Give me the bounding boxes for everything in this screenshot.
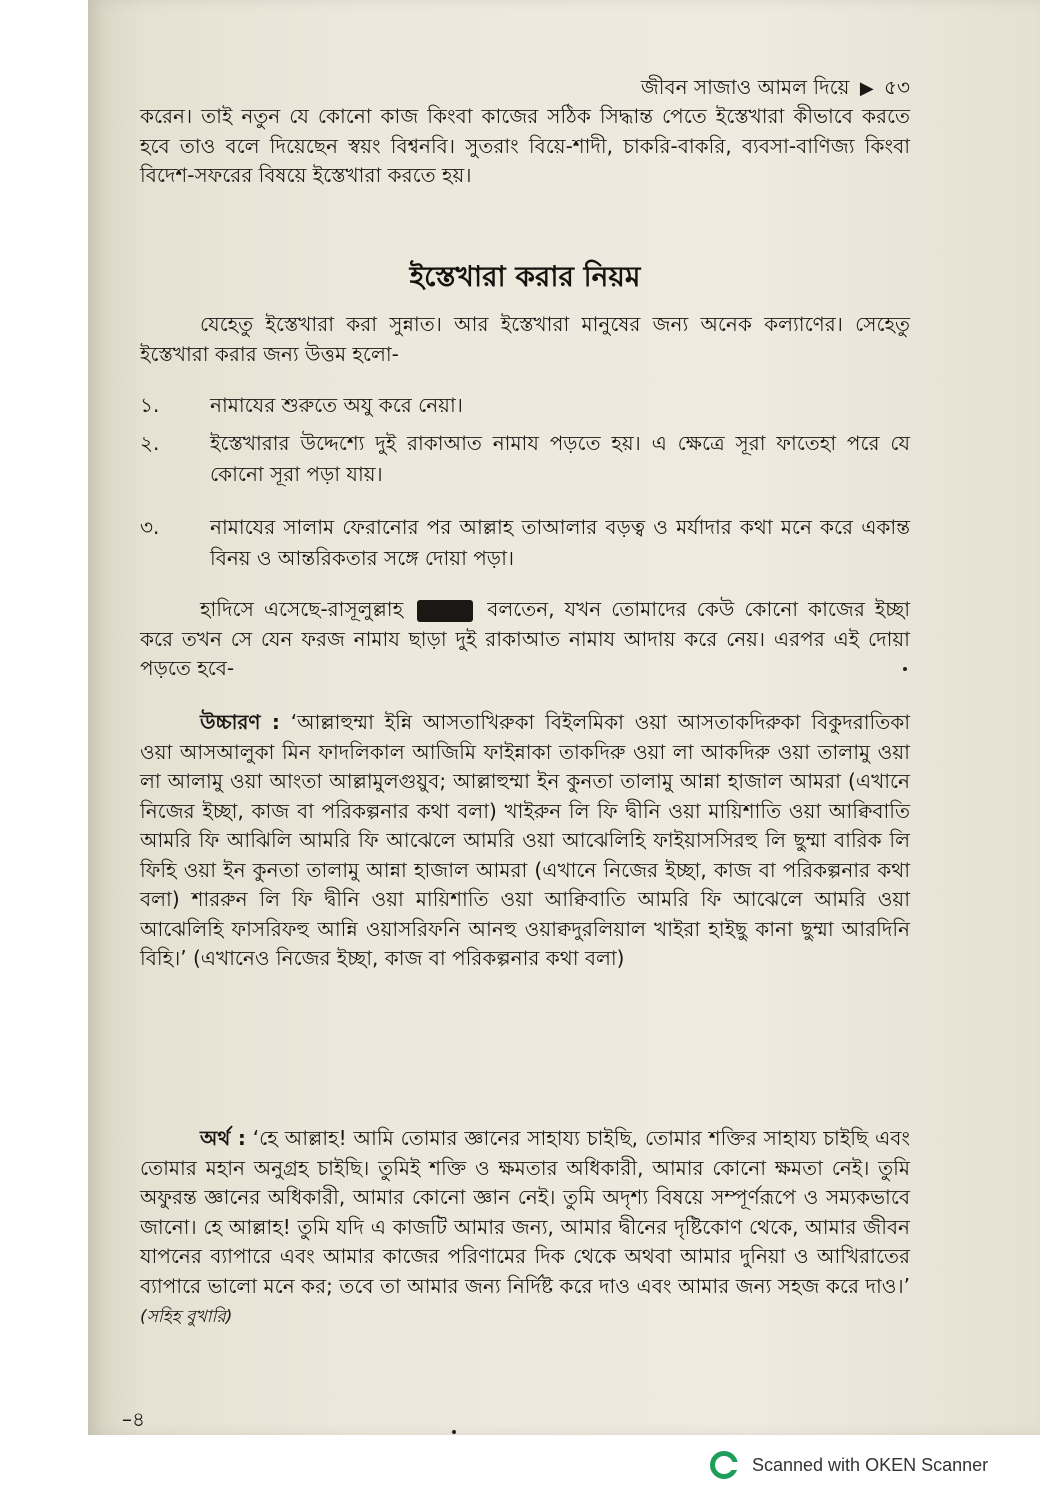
running-title: জীবন সাজাও আমল দিয়ে	[640, 75, 850, 99]
pronunciation-text: ‘আল্লাহুম্মা ইন্নি আসতাখিরুকা বিইলমিকা ওয়া আসতাকদিরুকা বিকুদরাতিকা ওয়া আসআলুকা মিন ফাদলিকাল আজিমি ফাইন্নাকা তাকদিরু ওয়া লা আকদিরু ওয়া তালামু ওয়া লা আলামু ওয়া আংতা আল্লামুলগুয়ুব; আল্লাহুম্মা ইন কুনতা তালামু আন্না হাজাল আমরা (এখানে নিজের ইচ্ছা, কাজ বা পরিকল্পনার কথা বলা) খাইরুন লি ফি দ্বীনি ওয়া মায়িশাতি ওয়া আক্বিবাতি আমরি ফি আঝিলি আমরি ফি আঝেলে আমরি ওয়া আঝেলিহি ফাইয়াসসিরহু লি ছুম্মা বারিক লি ফিহি ওয়া ইন কুনতা তালামু আন্না হাজাল আমরা (এখানে নিজের ইচ্ছা, কাজ বা পরিকল্পনার কথা বলা) শাররুন লি ফি দ্বীনি ওয়া মায়িশাতি ওয়া আক্বিবাতি আমরি ফি আঝেলে আমরি ওয়া আঝেলিহি ফাসরিফহু আন্নি ওয়াসরিফনি আনহু ওয়াক্বদুরলিয়াল খাইরা হাইছু কানা ছুম্মা আরদিনি বিহি।’ (এখানেও নিজের ইচ্ছা, কাজ বা পরিকল্পনার কথা বলা)	[140, 710, 911, 970]
scanner-watermark	[710, 1448, 988, 1482]
meaning-label: অর্থ :	[200, 1126, 246, 1150]
scanner-label: Scanned with OKEN Scanner	[752, 1454, 989, 1475]
step-item	[140, 390, 910, 421]
scan-speck	[452, 1430, 456, 1434]
lead-paragraph: যেহেতু ইস্তেখারা করা সুন্নাত। আর ইস্তেখারা মানুষের জন্য অনেক কল্যাণের। সেহেতু ইস্তেখারা করার জন্য উত্তম হলো-	[140, 312, 910, 366]
step-number: ৩.	[140, 515, 160, 539]
page-number: ৫৩	[884, 75, 910, 99]
hadith-text-before: হাদিসে এসেছে-রাসূলুল্লাহ	[200, 597, 404, 621]
salutation-calligraphy-icon	[417, 600, 473, 622]
step-text: নামাযের শুরুতে অযু করে নেয়া।	[210, 393, 463, 417]
pronunciation-paragraph	[140, 708, 910, 974]
step-number: ২.	[140, 431, 160, 455]
step-text: ইস্তেখারার উদ্দেশ্যে দুই রাকাআত নামায পড়তে হয়। এ ক্ষেত্রে সূরা ফাতেহা পরে যে কোনো সূরা পড়া যায়।	[210, 431, 910, 486]
hadith-text-after: বলতেন, যখন তোমাদের কেউ কোনো কাজের ইচ্ছা করে তখন সে যেন ফরজ নামায ছাড়া দুই রাকাআত নামায আদায় করে নেয়। এরপর এই দোয়া পড়তে হবে-	[140, 597, 910, 680]
step-item	[140, 428, 910, 490]
running-header	[560, 72, 910, 104]
oken-logo-icon	[710, 1451, 738, 1479]
arrow-icon: ▶	[859, 78, 874, 99]
intro-paragraph: করেন। তাই নতুন যে কোনো কাজ কিংবা কাজের সঠিক সিদ্ধান্ত পেতে ইস্তেখারা কীভাবে করতে হবে তাও বলে দিয়েছেন স্বয়ং বিশ্বনবি। সুতরাং বিয়ে-শাদী, চাকরি-বাকরি, ব্যবসা-বাণিজ্য কিংবা বিদেশ-সফরের বিষয়ে ইস্তেখারা করতে হয়।	[140, 104, 910, 187]
meaning-text: ‘হে আল্লাহ! আমি তোমার জ্ঞানের সাহায্য চাইছি, তোমার শক্তির সাহায্য চাইছি এবং তোমার মহান অনুগ্রহ চাইছি। তুমিই শক্তি ও ক্ষমতার অধিকারী, আমার কোনো ক্ষমতা নেই। তুমি অফুরন্ত জ্ঞানের অধিকারী, আমার কোনো জ্ঞান নেই। তুমি অদৃশ্য বিষয়ে সম্পূর্ণরূপে ও সম্যকভাবে জানো। হে আল্লাহ! তুমি যদি এ কাজটি আমার জন্য, আমার দ্বীনের দৃষ্টিকোণ থেকে, আমার জীবন যাপনের ব্যাপারে এবং আমার কাজের পরিণামের দিক থেকে অথবা আমার দুনিয়া ও আখিরাতের ব্যাপারে ভালো মনে কর; তবে তা আমার জন্য নির্দিষ্ট করে দাও এবং আমার জন্য সহজ করে দাও।’	[140, 1126, 911, 1298]
signature-mark: –৪	[122, 1407, 145, 1431]
meaning-paragraph	[140, 1124, 910, 1333]
pronunciation-label: উচ্চারণ :	[200, 710, 280, 734]
hadith-source: (সহিহ বুখারি)	[140, 1307, 233, 1327]
step-item	[140, 512, 910, 574]
step-text: নামাযের সালাম ফেরানোর পর আল্লাহ তাআলার বড়ত্ব ও মর্যাদার কথা মনে করে একান্ত বিনয় ও আন্তরিকতার সঙ্গে দোয়া পড়া।	[210, 515, 910, 570]
hadith-paragraph	[140, 595, 910, 684]
section-title: ইস্তেখারা করার নিয়ম	[409, 260, 641, 293]
step-number: ১.	[140, 393, 160, 417]
scan-speck	[903, 667, 907, 671]
